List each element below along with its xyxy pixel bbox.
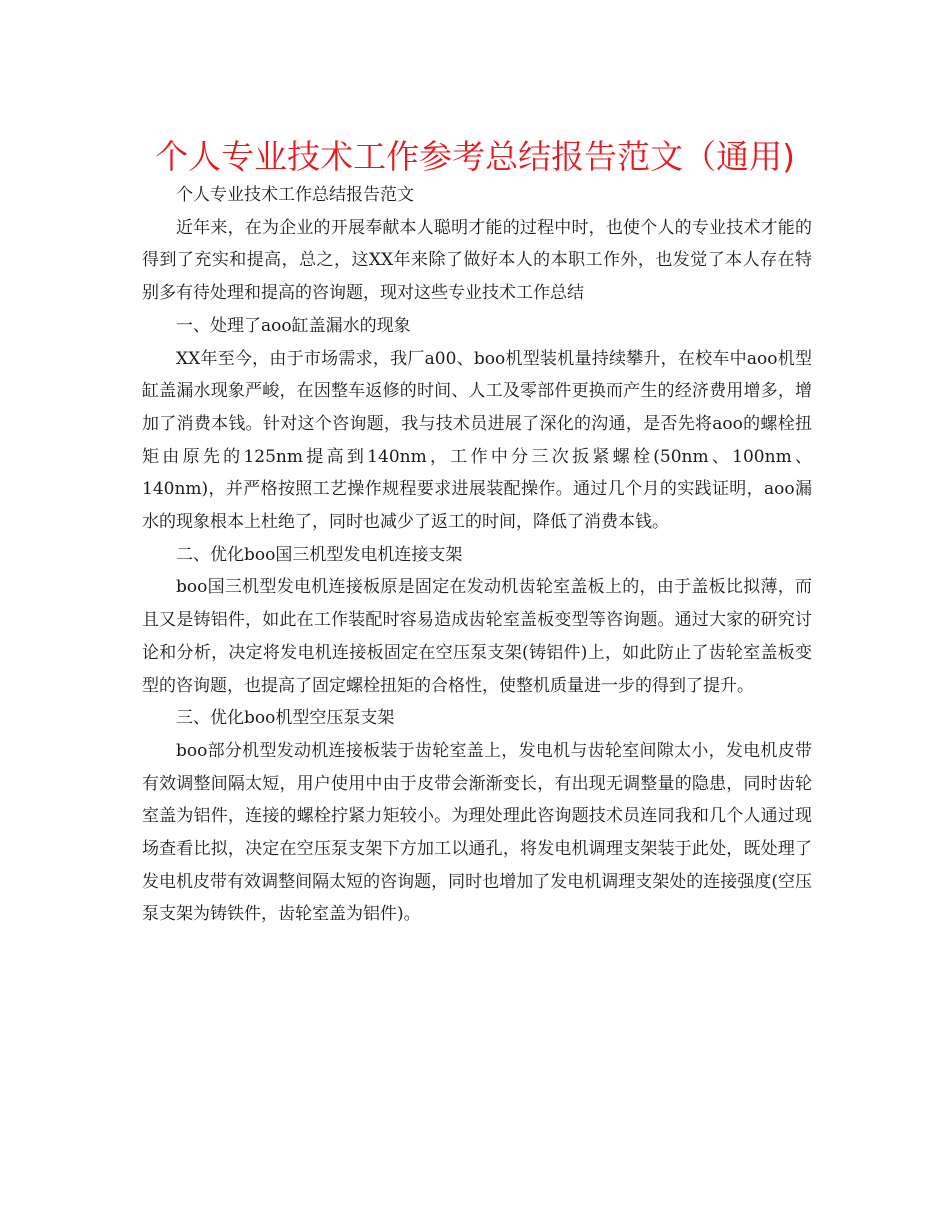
document-title: 个人专业技术工作参考总结报告范文（通用) xyxy=(155,137,795,176)
document-body xyxy=(142,179,812,931)
section-body-3: boo部分机型发动机连接板装于齿轮室盖上，发电机与齿轮室间隙太小，发电机皮带有效调整间隔太短，用户使用中由于皮带会渐渐变长，有出现无调整量的隐患，同时齿轮室盖为铝件，连接的螺栓拧紧力矩较小。为理处理此咨询题技术员连同我和几个人通过现场查看比拟，决定在空压泵支架下方加工以通孔，将发电机调理支架装于此处，既处理了发电机皮带有效调整间隔太短的咨询题，同时也增加了发电机调理支架处的连接强度(空压泵支架为铸铁件，齿轮室盖为铝件)。 xyxy=(142,740,812,925)
section-body-1: XX年至今，由于市场需求，我厂a00、boo机型装机量持续攀升，在校车中aoo机型缸盖漏水现象严峻，在因整车返修的时间、人工及零部件更换而产生的经济费用增多，增加了消费本钱。针对这个咨询题，我与技术员进展了深化的沟通，是否先将aoo的螺栓扭矩由原先的125nm提高到140nm，工作中分三次扳紧螺栓(50nm、100nm、140nm)，并严格按照工艺操作规程要求进展装配操作。通过几个月的实践证明，aoo漏水的现象根本上杜绝了，同时也减少了返工的时间，降低了消费本钱。 xyxy=(142,348,812,533)
section-heading-3: 三、优化boo机型空压泵支架 xyxy=(176,708,395,729)
subtitle-paragraph: 个人专业技术工作总结报告范文 xyxy=(176,185,414,205)
section-body-2: boo国三机型发电机连接板原是固定在发动机齿轮室盖板上的，由于盖板比拟薄，而且又是铸铝件，如此在工作装配时容易造成齿轮室盖板变型等咨询题。通过大家的研究讨论和分析，决定将发电机连接板固定在空压泵支架(铸铝件)上，如此防止了齿轮室盖板变型的咨询题，也提高了固定螺栓扭矩的合格性，使整机质量进一步的得到了提升。 xyxy=(142,577,812,696)
section-heading-2: 二、优化boo国三机型发电机连接支架 xyxy=(176,544,463,565)
intro-paragraph: 近年来，在为企业的开展奉献本人聪明才能的过程中时，也使个人的专业技术才能的得到了充实和提高，总之，这XX年来除了做好本人的本职工作外，也发觉了本人存在特别多有待处理和提高的咨询题，现对这些专业技术工作总结 xyxy=(142,217,812,304)
section-heading-1: 一、处理了aoo缸盖漏水的现象 xyxy=(176,315,411,336)
